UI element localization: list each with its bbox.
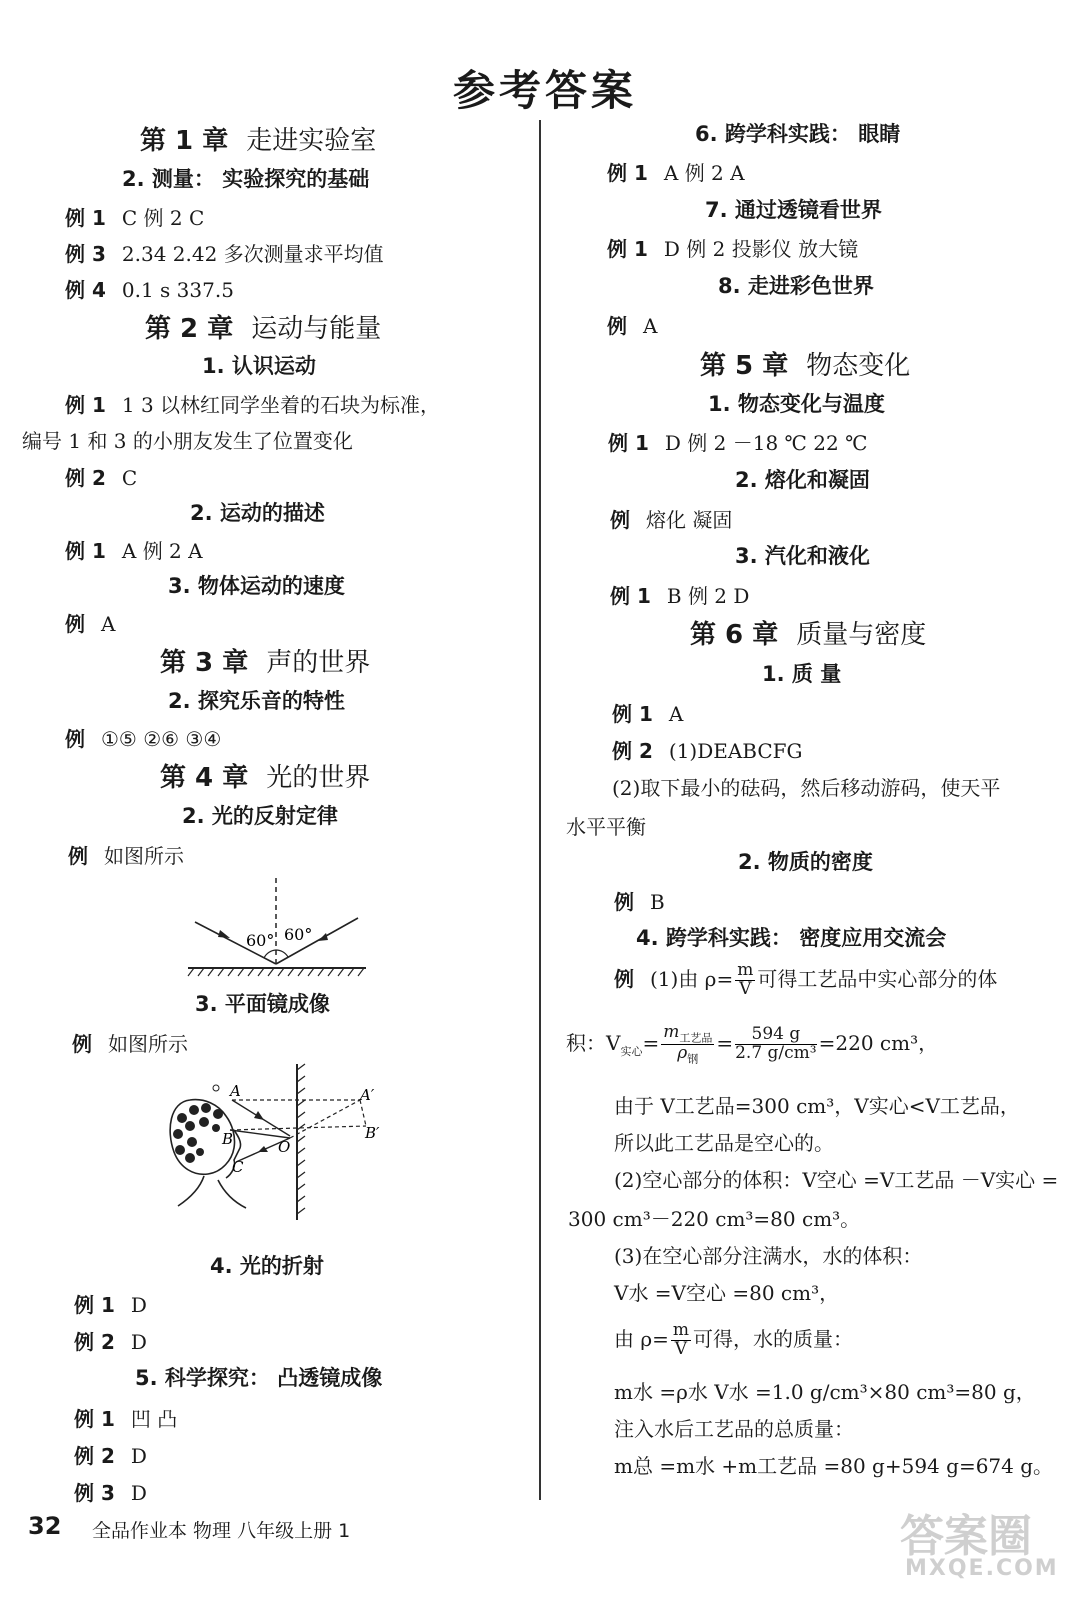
plane-mirror-diagram	[160, 1060, 400, 1230]
reflected-arrow	[318, 933, 328, 941]
answer-line: 例 1 A 例 2 A	[65, 539, 203, 563]
mirror-hatching	[297, 1064, 305, 1214]
answer-line: 由 ρ= $\frac{m}{V}$ 可得，水的质量：	[614, 1320, 853, 1359]
fraction: $\frac{m_{工艺品}}{\rho_钢}$	[663, 1022, 713, 1066]
answer-line: 例 1 C 例 2 C	[65, 206, 205, 230]
section-heading: 4. 跨学科实践： 密度应用交流会	[636, 926, 947, 950]
answer-line: 由于 V工艺品=300 cm³，V实心<V工艺品，	[614, 1094, 1020, 1118]
section-heading: 2. 物质的密度	[738, 850, 873, 874]
label-A-prime: A′	[360, 1086, 375, 1104]
section-heading: 2. 熔化和凝固	[735, 468, 870, 492]
answer-line: 例 ①⑤ ②⑥ ③④	[65, 727, 222, 751]
column-divider	[539, 120, 541, 1500]
section-heading: 8. 走进彩色世界	[718, 274, 874, 298]
answer-line: 例 3 D	[74, 1481, 147, 1505]
section-heading: 3. 物体运动的速度	[168, 574, 345, 598]
chapter-4-heading: 第 4 章 光的世界	[160, 763, 371, 793]
chapter-3-heading: 第 3 章 声的世界	[160, 648, 371, 678]
answer-line: 例 1 A 例 2 A	[607, 161, 745, 185]
answer-line: 例 (1)由 ρ= $\frac{m}{V}$ 可得工艺品中实心部分的体	[614, 960, 998, 999]
section-heading: 5. 科学探究： 凸透镜成像	[135, 1366, 383, 1390]
answer-line: 例 2 D	[74, 1330, 147, 1354]
label-C: C	[232, 1158, 244, 1176]
answer-line: 例 2 D	[74, 1444, 147, 1468]
section-heading: 1. 物态变化与温度	[708, 392, 885, 416]
answer-line: 例 3 2.34 2.42 多次测量求平均值	[65, 242, 384, 266]
answer-line: 例 1 D 例 2 －18 ℃ 22 ℃	[608, 431, 868, 455]
answer-line: 例 A	[607, 314, 658, 338]
answer-line: 例 1 A	[612, 702, 684, 726]
section-heading: 2. 光的反射定律	[182, 804, 338, 828]
section-heading: 1. 认识运动	[202, 354, 316, 378]
angle-label-left: 60°	[246, 931, 275, 950]
answer-line: 例 熔化 凝固	[610, 508, 733, 532]
watermark-url: MXQE.COM	[905, 1556, 1059, 1581]
page-title: 参考答案	[452, 66, 637, 115]
answer-line: 例 如图所示	[72, 1032, 188, 1056]
footer-text: 全品作业本 物理 八年级上册 1	[92, 1520, 351, 1542]
mirror-hatching	[188, 968, 364, 976]
label-B-prime: B′	[365, 1124, 380, 1142]
answer-line: 例 A	[65, 612, 116, 636]
section-heading: 2. 测量： 实验探究的基础	[122, 167, 370, 191]
label-B: B	[222, 1130, 234, 1148]
answer-line: 例 1 凹 凸	[74, 1407, 178, 1431]
answer-line: 积：$V_{实心}=$ $\frac{m_{工艺品}}{\rho_钢}$ = $\frac{594 g}{\text{2.7 g/cm³}}$ =220 cm³，	[566, 1022, 939, 1066]
section-heading: 6. 跨学科实践： 眼睛	[695, 122, 901, 146]
section-heading: 2. 探究乐音的特性	[168, 689, 345, 713]
answer-line: 例 1 D 例 2 投影仪 放大镜	[607, 237, 859, 261]
chapter-2-heading: 第 2 章 运动与能量	[145, 314, 382, 344]
answer-line: 例 如图所示	[68, 844, 184, 868]
answer-line: m总 =m水 +m工艺品 =80 g+594 g=674 g。	[614, 1454, 1054, 1478]
answer-line: 例 4 0.1 s 337.5	[65, 278, 234, 302]
section-heading: 1. 质 量	[762, 662, 842, 686]
incident-arrow	[218, 930, 230, 938]
section-heading: 4. 光的折射	[210, 1254, 324, 1278]
page-number: 32	[28, 1512, 62, 1540]
section-heading: 2. 运动的描述	[190, 501, 325, 525]
answer-line: V水 =V空心 =80 cm³，	[614, 1281, 840, 1305]
ray-arrow	[254, 1111, 264, 1120]
section-heading: 3. 平面镜成像	[195, 992, 330, 1016]
answer-line: 例 2 C	[65, 466, 138, 490]
answer-line: (2)取下最小的砝码，然后移动游码，使天平	[612, 776, 1001, 800]
answer-line: 300 cm³－220 cm³=80 cm³。	[568, 1207, 861, 1231]
answer-line: 例 1 D	[74, 1293, 147, 1317]
point-marker	[213, 1085, 219, 1091]
answer-line: 所以此工艺品是空心的。	[614, 1131, 834, 1155]
chapter-1-heading: 第 1 章 走进实验室	[140, 126, 377, 156]
answer-line: 例 B	[614, 890, 665, 914]
chapter-5-heading: 第 5 章 物态变化	[700, 351, 911, 381]
section-heading: 3. 汽化和液化	[735, 544, 870, 568]
answer-line: 编号 1 和 3 的小朋友发生了位置变化	[22, 429, 353, 453]
answer-line: 水平平衡	[566, 815, 646, 839]
answer-line: 例 1 1 3 以林红同学坐着的石块为标准，	[65, 393, 441, 417]
answer-line: 注入水后工艺品的总质量：	[614, 1417, 854, 1441]
answer-line: 例 1 B 例 2 D	[610, 584, 750, 608]
label-O: O	[278, 1138, 291, 1156]
chapter-6-heading: 第 6 章 质量与密度	[690, 620, 927, 650]
watermark-logo: 答案圈	[900, 1511, 1032, 1562]
answer-line: (2)空心部分的体积：V空心 =V工艺品 －V实心 =	[614, 1168, 1059, 1192]
answer-line: 例 2 (1)DEABCFG	[612, 739, 803, 763]
angle-label-right: 60°	[284, 925, 313, 944]
answer-line: m水 =ρ水 V水 =1.0 g/cm³×80 cm³=80 g，	[614, 1380, 1036, 1404]
label-A: A	[230, 1082, 241, 1100]
fraction: $\frac{m}{V}$	[737, 960, 754, 999]
answer-line: (3)在空心部分注满水，水的体积：	[614, 1244, 923, 1268]
reflection-diagram	[180, 872, 380, 982]
section-heading: 7. 通过透镜看世界	[705, 198, 882, 222]
fraction: $\frac{m}{V}$	[672, 1320, 689, 1359]
fraction: $\frac{594 g}{\text{2.7 g/cm³}}$	[735, 1024, 817, 1063]
